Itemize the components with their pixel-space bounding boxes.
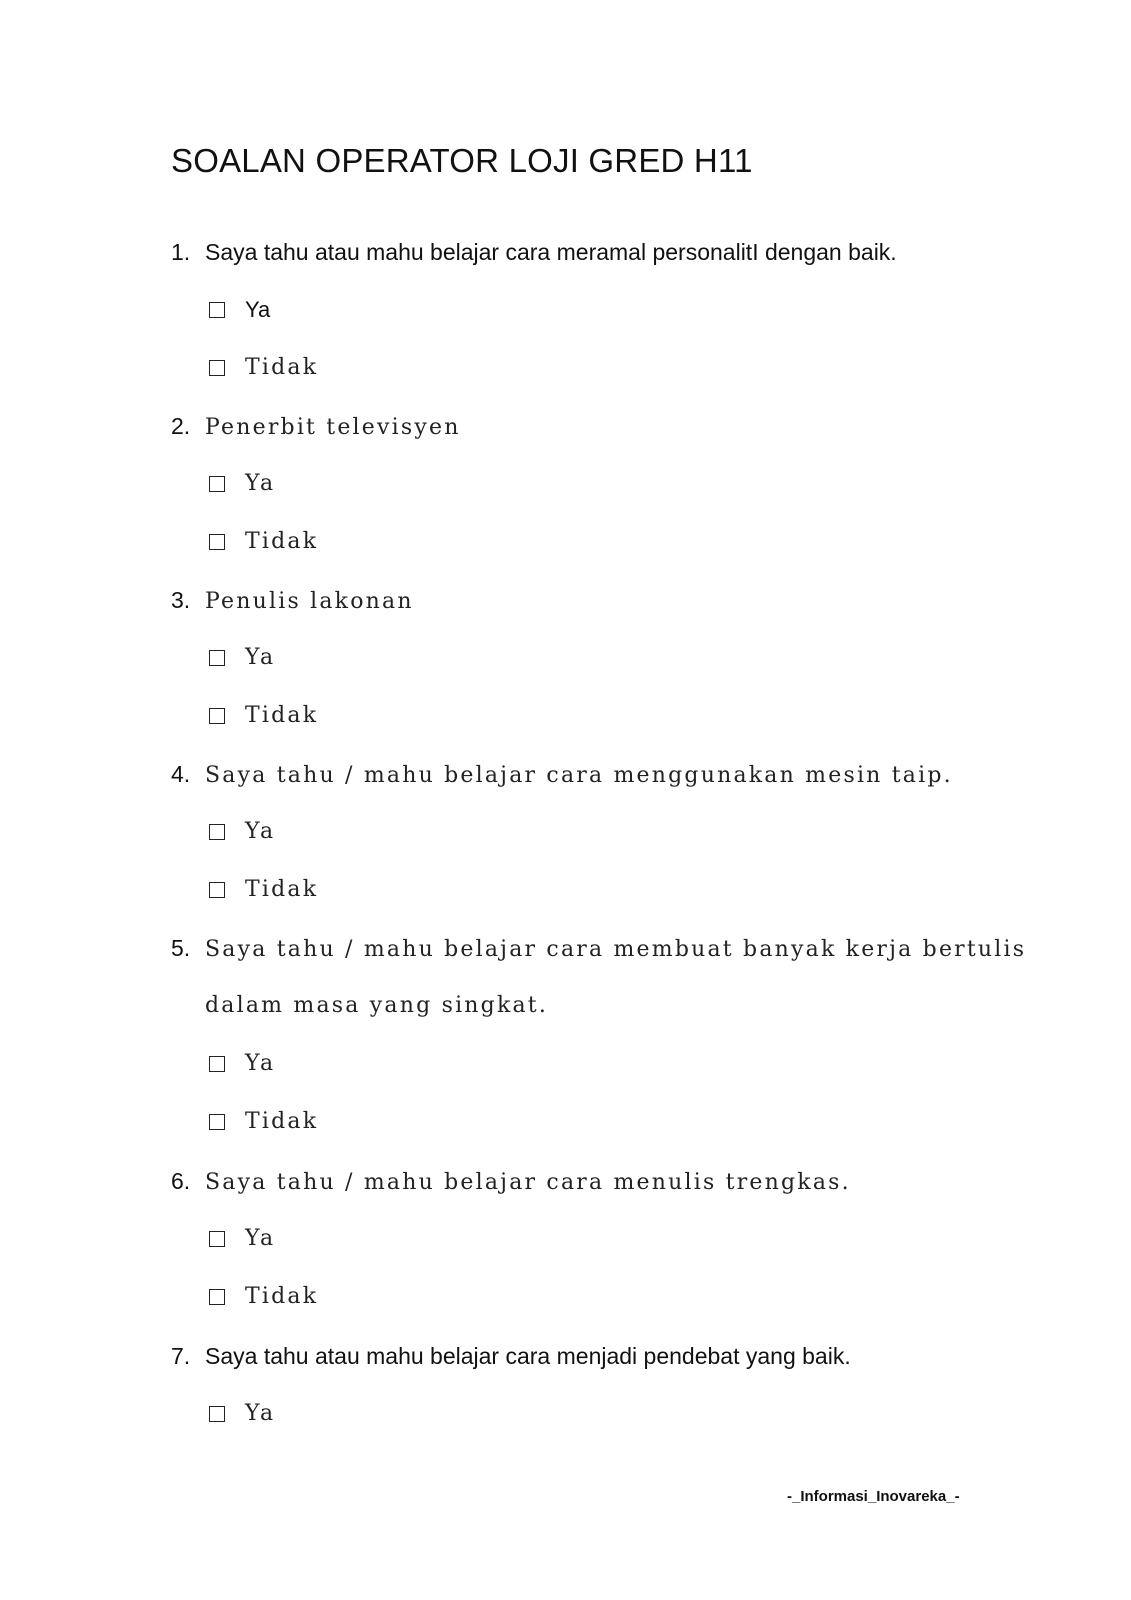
page-title: SOALAN OPERATOR LOJI GRED H11	[171, 142, 753, 179]
question-number: 2.	[171, 413, 191, 439]
checkbox[interactable]	[209, 824, 225, 840]
checkbox[interactable]	[209, 534, 225, 550]
question-5	[171, 933, 1026, 965]
question-number: 1.	[171, 239, 191, 265]
question-6	[171, 1166, 851, 1198]
checkbox[interactable]	[209, 708, 225, 724]
q4-option-ya[interactable]	[209, 817, 275, 847]
question-1	[171, 237, 897, 267]
checkbox[interactable]	[209, 882, 225, 898]
option-label: Ya	[245, 1051, 276, 1076]
footer-credit: -_Informasi_Inovareka_-	[787, 1488, 960, 1505]
question-number: 4.	[171, 761, 191, 787]
q1-option-tidak[interactable]	[209, 353, 318, 383]
checkbox[interactable]	[209, 476, 225, 492]
q5-option-tidak[interactable]	[209, 1107, 318, 1137]
option-label: Tidak	[245, 1284, 319, 1309]
q6-option-tidak[interactable]	[209, 1282, 318, 1312]
checkbox[interactable]	[209, 650, 225, 666]
q3-option-tidak[interactable]	[209, 701, 318, 731]
q4-option-tidak[interactable]	[209, 875, 318, 905]
option-label: Ya	[245, 819, 276, 844]
question-7	[171, 1341, 851, 1371]
option-label: Tidak	[245, 1109, 319, 1134]
question-4	[171, 759, 953, 791]
question-text: Penulis lakonan	[205, 589, 414, 614]
question-5-continuation: dalam masa yang singkat.	[205, 993, 549, 1018]
question-number: 3.	[171, 587, 191, 613]
checkbox[interactable]	[209, 1114, 225, 1130]
option-label: Tidak	[245, 703, 319, 728]
question-number: 7.	[171, 1343, 191, 1369]
question-text: Saya tahu / mahu belajar cara menulis trengkas.	[205, 1170, 851, 1195]
question-text: Saya tahu / mahu belajar cara menggunakan mesin taip.	[205, 763, 953, 788]
checkbox[interactable]	[209, 1406, 225, 1422]
checkbox[interactable]	[209, 302, 225, 318]
q3-option-ya[interactable]	[209, 643, 275, 673]
question-number: 5.	[171, 935, 191, 961]
question-number: 6.	[171, 1168, 191, 1194]
checkbox[interactable]	[209, 1056, 225, 1072]
q2-option-tidak[interactable]	[209, 527, 318, 557]
option-label: Tidak	[245, 529, 319, 554]
question-2	[171, 411, 461, 443]
q7-option-ya[interactable]	[209, 1399, 275, 1429]
option-label: Ya	[245, 1401, 276, 1426]
option-label: Ya	[245, 1226, 276, 1251]
question-text: Penerbit televisyen	[205, 415, 461, 440]
option-label: Ya	[245, 471, 276, 496]
checkbox[interactable]	[209, 1289, 225, 1305]
option-label: Tidak	[245, 877, 319, 902]
q6-option-ya[interactable]	[209, 1224, 275, 1254]
checkbox[interactable]	[209, 1231, 225, 1247]
question-text: Saya tahu atau mahu belajar cara menjadi pendebat yang baik.	[205, 1343, 851, 1369]
q2-option-ya[interactable]	[209, 469, 275, 499]
option-label: Ya	[245, 645, 276, 670]
checkbox[interactable]	[209, 360, 225, 376]
q5-option-ya[interactable]	[209, 1049, 275, 1079]
question-3	[171, 585, 414, 617]
question-text: Saya tahu / mahu belajar cara membuat banyak kerja bertulis	[205, 937, 1027, 962]
question-text: Saya tahu atau mahu belajar cara meramal personalitI dengan baik.	[205, 239, 897, 265]
option-label: Ya	[245, 297, 271, 322]
q1-option-ya[interactable]	[209, 295, 270, 325]
option-label: Tidak	[245, 355, 319, 380]
